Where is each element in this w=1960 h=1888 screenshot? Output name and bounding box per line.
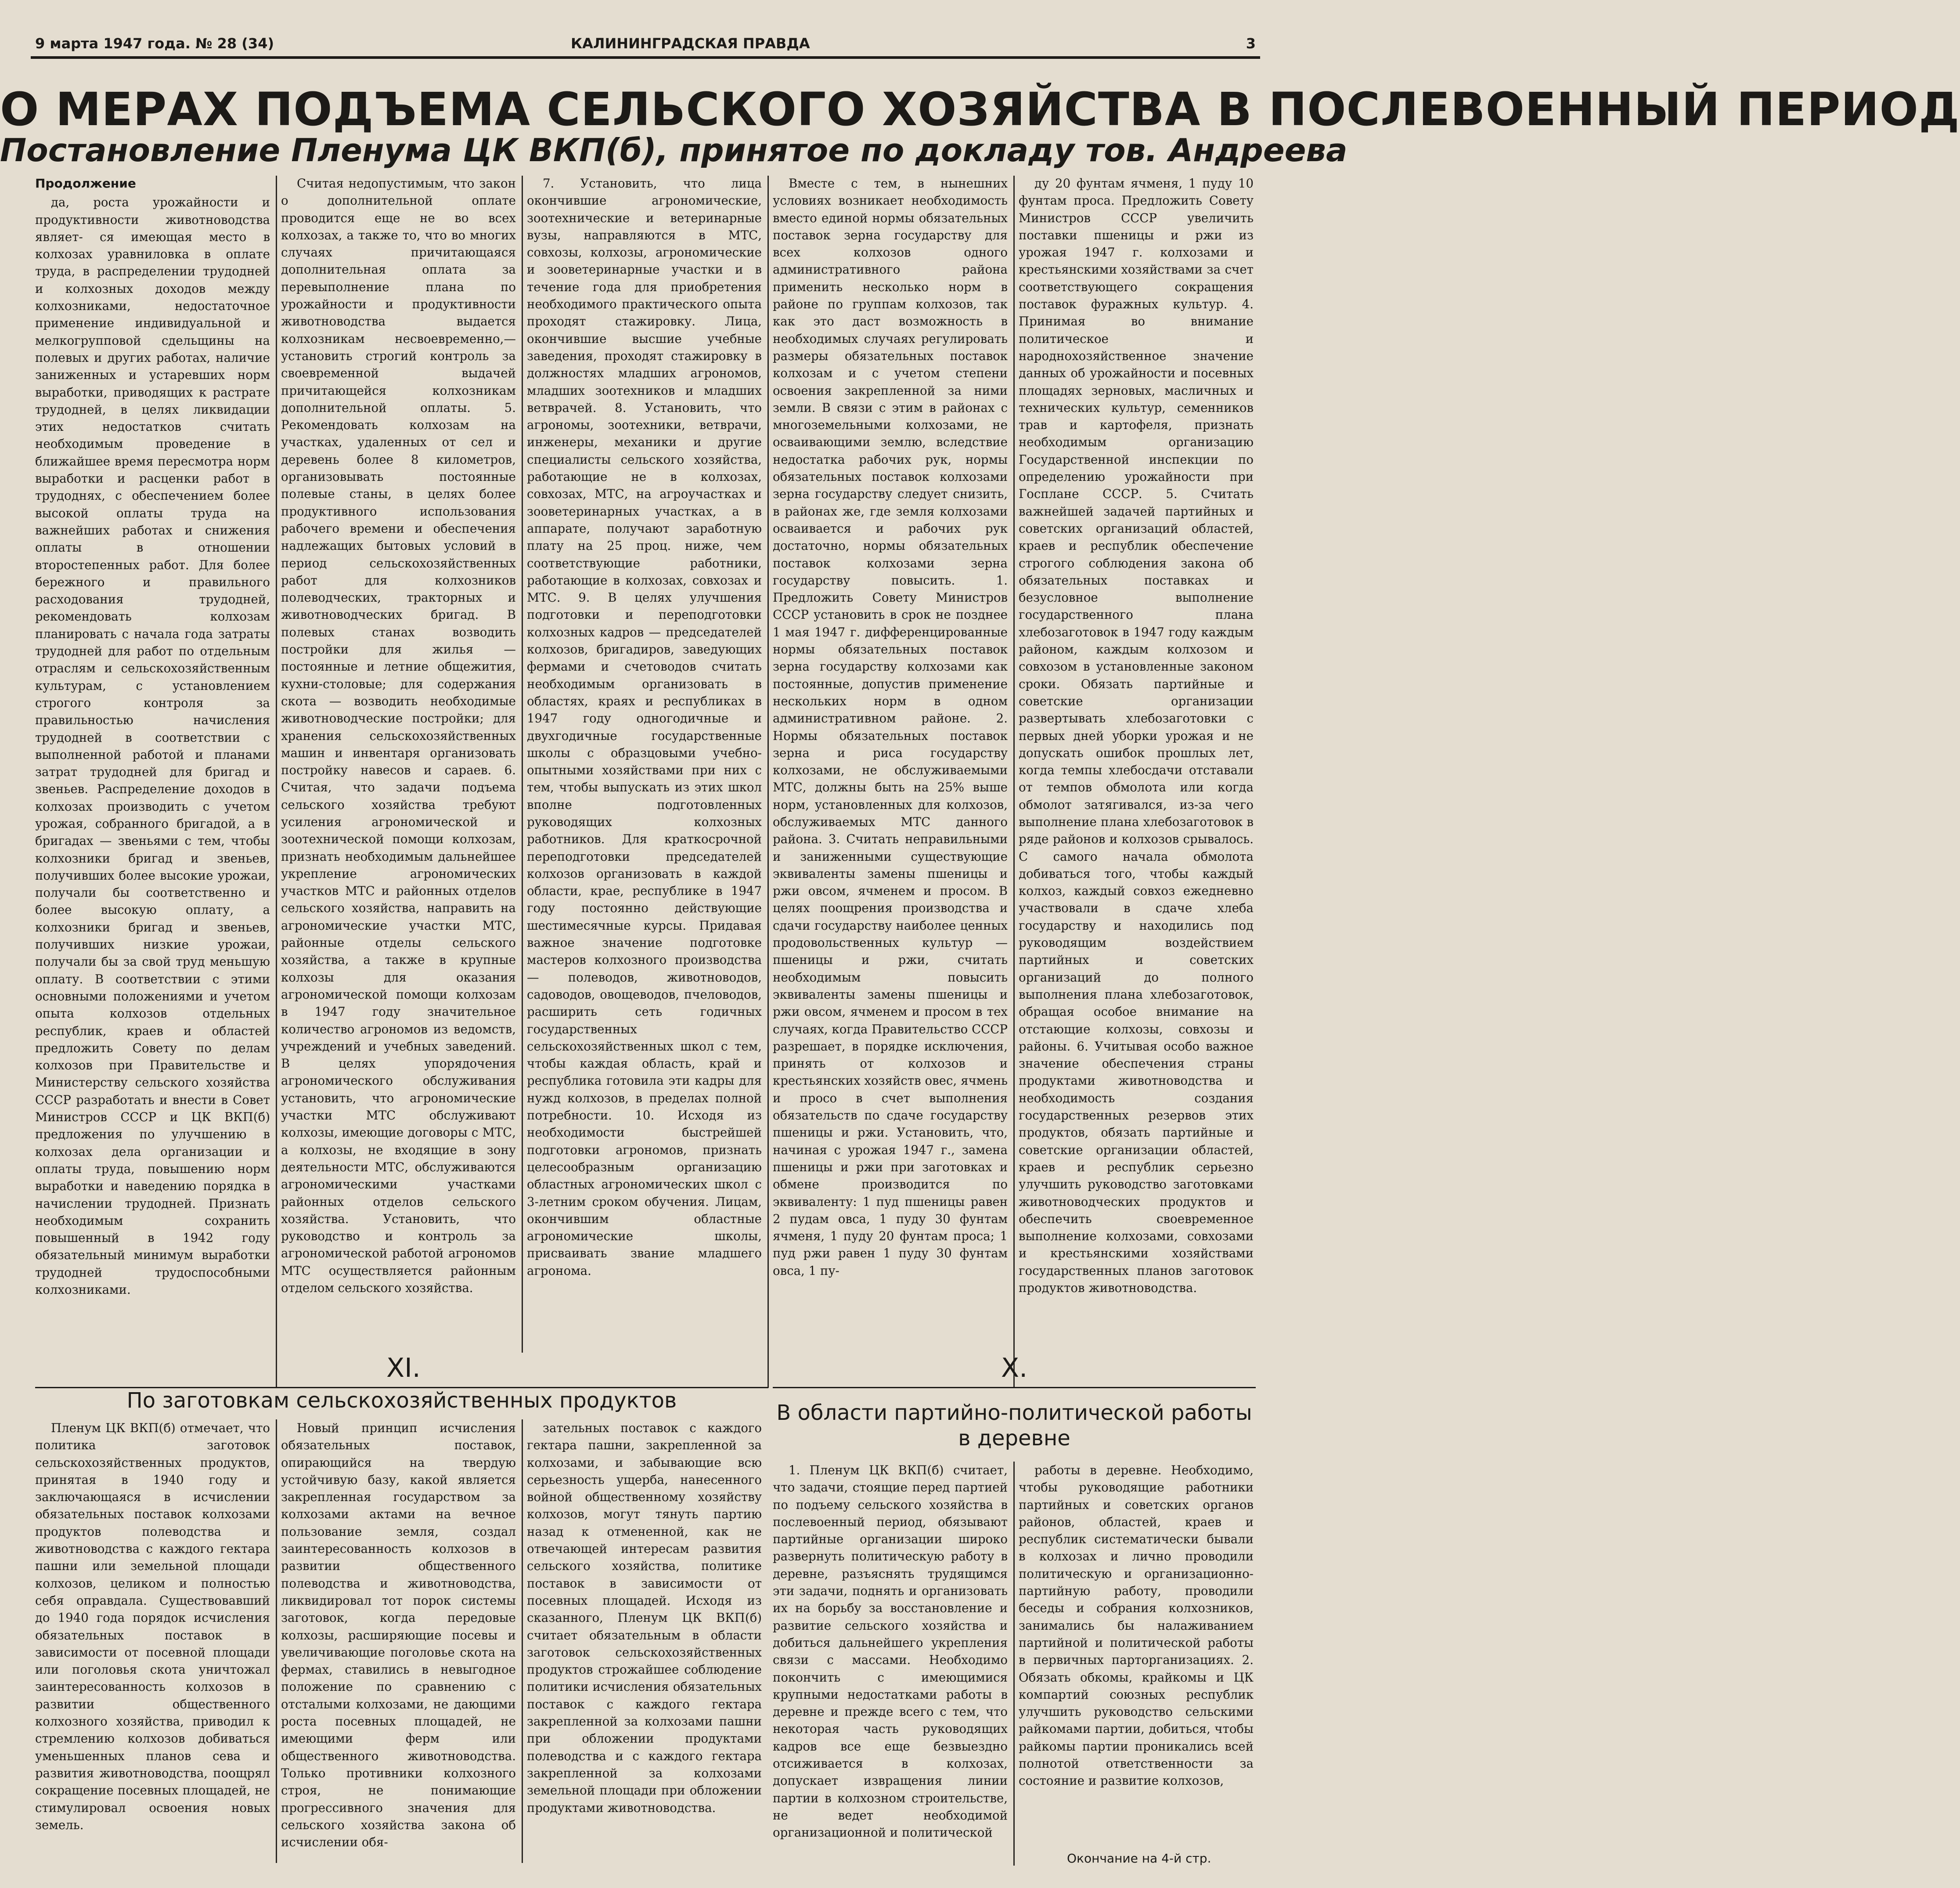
page-number: 3: [1246, 35, 1256, 52]
masthead-rule: [31, 56, 1260, 59]
column-text: 7. Установить, что лица окончившие агрономические, зоотехнические и ветеринарные вузы, направляются в МТС, совхозы, колхозы, агрономические и зооветеринарные участки и в течение года для приобретения необходимого практического опыта проходят стажировку. Лица, окончившие высшие учебные заведения, проходят стажировку в должностях младших агрономов, младших зоотехников и младших ветврачей. 8. Установить, что агрономы, зоотехники, ветврачи, инженеры, механики и другие специалисты сельского хозяйства, работающие не в колхозах, совхозах, МТС, на агроучастках и зооветеринарных участках, а в аппарате, получают заработную плату на 25 проц. ниже, чем соответствующие работники, работающие в колхозах, совхозах и МТС. 9. В целях улучшения подготовки и переподготовки колхозных кадров — председателей колхозов, бригадиров, заведующих фермами и счетоводов считать необходимым организовать в областях, краях и республиках в 1947 году одногодичные и двухгодичные государственные школы с образцовыми учебно-опытными хозяйствами при них с тем, чтобы выпускать из этих школ вполне подготовленных руководящих колхозных работников. Для краткосрочной переподготовки председателей колхозов организовать в каждой области, крае, республике в 1947 году постоянно действующие шестимесячные курсы. Придавая важное значение подготовке мастеров колхозного производства — полеводов, животноводов, садоводов, овощеводов, пчеловодов, расширить сеть годичных государственных сельскохозяйственных школ с тем, чтобы каждая область, край и республика готовила эти кадры для нужд колхозов, в пределах полной потребности. 10. Исходя из необходимости быстрейшей подготовки агрономов, признать целесообразным организацию областных агрономических школ с 3-летним сроком обучения. Лицам, окончившим областные агрономические школы, присваивать звание младшего агронома.: [527, 176, 762, 1278]
section-x-title: В области партийно-политической работы в деревне: [776, 1401, 1252, 1451]
column-divider: [276, 1419, 277, 1863]
column-text: 1. Пленум ЦК ВКП(б) считает, что задачи, стоящие перед партией по подъему сельского хозяйства в послевоенный период, обязывают партийные организации широко развернуть политическую работу в деревне, разъяснять трудящимся эти задачи, поднять и организовать их на борьбу за восстановление и развитие сельского хозяйства и добиться дальнейшего укрепления связи с массами. Необходимо покончить с имеющимися крупными недостатками работы в деревне и прежде всего с тем, что некоторая часть руководящих кадров все еще безвыездно отсиживается в колхозах, допускает извращения линии партии в колхозном строительстве, не ведет необходимой организационной и политической: [773, 1463, 1008, 1840]
column-text: да, роста урожайности и продуктивности животноводства являет- ся имеющая место в колхозах уравниловка в оплате труда, в распределении трудодней и колхозных доходов между колхозниками, недостаточное применение индивидуальной и мелкогрупповой сдельщины на полевых и других работах, наличие заниженных и устаревших норм выработки, приводящих к растрате трудодней, в целях ликвидации этих недостатков считать необходимым проведение в ближайшее время пересмотра норм выработки и расценки работ в трудоднях, с обеспечением более высокой оплаты труда на важнейших работах и снижения оплаты в отношении второстепенных работ. Для более бережного и правильного расходования трудодней, рекомендовать колхозам планировать с начала года затраты трудодней для работ по отдельным отраслям и сельскохозяйственным культурам, с установлением строгого контроля за правильностью начисления трудодней в соответствии с выполненной работой и планами затрат трудодней для бригад и звеньев. Распределение доходов в колхозах производить с учетом урожая, собранного бригадой, а в бригадах — звеньями с тем, чтобы колхозники бригад и звеньев, получивших более высокие урожаи, получали бы соответственно и более высокую оплату, а колхозники бригад и звеньев, получивших низкие урожаи, получали бы за свой труд меньшую оплату. В соответствии с этими основными положениями и учетом опыта колхозов отдельных республик, краев и областей предложить Совету по делам колхозов при Правительстве и Министерству сельского хозяйства СССР разработать и внести в Совет Министров СССР и ЦК ВКП(б) предложения по улучшению в колхозах дела организации и оплаты труда, повышению норм выработки и наведению порядка в начислении трудодней. Признать необходимым сохранить повышенный в 1942 году обязательный минимум выработки трудодней трудоспособными колхозниками.: [35, 195, 270, 1297]
section-xi-number: XI.: [386, 1353, 421, 1383]
upper-column-4: [773, 175, 1008, 1383]
column-text: работы в деревне. Необходимо, чтобы руководящие работники партийных и советских органов районов, областей, краев и республик систематически бывали в колхозах и лично проводили политическую и организационно-партийную работу, проводили беседы и собрания колхозников, занимались бы налаживанием партийной и политической работы в первичных парторганизациях. 2. Обязать обкомы, крайкомы и ЦК компартий союзных республик улучшить руководство сельскими райкомами партии, добиться, чтобы райкомы партии проникались всей полнотой ответственности за состояние и развитие колхозов,: [1019, 1463, 1254, 1788]
upper-column-2: [281, 175, 516, 1361]
column-divider: [522, 176, 523, 1353]
section-x-column-2: [1019, 1462, 1254, 1839]
issue-date: 9 марта 1947 года. № 28 (34): [35, 35, 274, 52]
column-divider: [1013, 1462, 1015, 1866]
upper-column-5: [1019, 175, 1254, 1383]
section-xi-column-2: [281, 1419, 516, 1863]
column-text: Вместе с тем, в нынешних условиях возникает необходимость вместо единой нормы обязательных поставок зерна государству для всех колхозов одного административного района применить несколько норм в районе по группам колхозов, так как это даст возможность в необходимых случаях регулировать размеры обязательных поставок колхозам и с учетом степени освоения закрепленной за ними земли. В связи с этим в районах с многоземельными колхозами, не осваивающими землю, вследствие недостатка рабочих рук, нормы обязательных поставок колхозами зерна государству следует снизить, в районах же, где земля колхозами осваивается и рабочих рук достаточно, нормы обязательных поставок колхозами зерна государству повысить. 1. Предложить Совету Министров СССР установить в срок не позднее 1 мая 1947 г. дифференцированные нормы обязательных поставок зерна государству колхозами как постоянные, допустив применение нескольких норм в одном административном районе. 2. Нормы обязательных поставок зерна и риса государству колхозами, не обслуживаемыми МТС, должны быть на 25% выше норм, установленных для колхозов, обслуживаемых МТС данного района. 3. Считать неправильными и заниженными существующие эквиваленты замены пшеницы и ржи овсом, ячменем и просом. В целях поощрения производства и сдачи государству наиболее ценных продовольственных культур — пшеницы и ржи, считать необходимым повысить эквиваленты замены пшеницы и ржи овсом, ячменем и просом в тех случаях, когда Правительство СССР разрешает, в порядке исключения, принять от колхозов и крестьянских хозяйств овес, ячмень и просо в счет выполнения обязательств по сдаче государству пшеницы и ржи. Установить, что, начиная с урожая 1947 г., замена пшеницы и ржи при заготовках и обмене производится по эквиваленту: 1 пуд пшеницы равен 2 пудам овса, 1 пуду 30 фунтам ячменя, 1 пуду 20 фунтам проса; 1 пуд ржи равен 1 пуду 30 фунтам овса, 1 пу-: [773, 176, 1008, 1278]
column-text: ду 20 фунтам ячменя, 1 пуду 10 фунтам проса. Предложить Совету Министров СССР увеличить поставки пшеницы и ржи из урожая 1947 г. колхозами и крестьянскими хозяйствами за счет соответствующего сокращения поставок фуражных культур. 4. Принимая во внимание политическое и народнохозяйственное значение данных об урожайности и посевных площадях зерновых, масличных и технических культур, семенников трав и картофеля, признать необходимым организацию Государственной инспекции по определению урожайности при Госплане СССР. 5. Считать важнейшей задачей партийных и советских организаций областей, краев и республик обеспечение строгого соблюдения закона об обязательных поставках и безусловное выполнение государственного плана хлебозаготовок в 1947 году каждым районом, каждым колхозом и совхозом в установленные законом сроки. Обязать партийные и советские организации развертывать хлебозаготовки с первых дней уборки урожая и не допускать ошибок прошлых лет, когда темпы хлебосдачи отставали от темпов обмолота или когда обмолот затягивался, из-за чего выполнение плана хлебозаготовок в ряде районов и колхозов срывалось. С самого начала обмолота добиваться того, чтобы каждый колхоз, каждый совхоз ежедневно участвовали в сдаче хлеба государству и находились под руководящим воздействием партийных и советских организаций до полного выполнения плана хлебозаготовок, обращая особое внимание на отстающие колхозы, совхозы и районы. 6. Учитывая особо важное значение обеспечения страны продуктами животноводства и необходимость создания государственных резервов этих продуктов, обязать партийные и советские организации областей, краев и республик серьезно улучшить руководство заготовками животноводческих продуктов и обеспечить своевременное выполнение колхозами, совхозами и крестьянскими хозяйствами государственных планов заготовок продуктов животноводства.: [1019, 176, 1254, 1295]
newspaper-name: КАЛИНИНГРАДСКАЯ ПРАВДА: [571, 35, 810, 52]
column-divider: [1013, 176, 1015, 1388]
upper-column-3: [527, 175, 762, 1361]
column-divider: [767, 176, 769, 1388]
continued-label: Продолжение: [35, 176, 136, 191]
column-divider: [276, 176, 277, 1388]
section-x-column-1: [773, 1462, 1008, 1866]
section-xi-column-3: [527, 1419, 762, 1863]
column-text: Новый принцип исчисления обязательных поставок, опирающийся на твердую устойчивую базу, какой является закрепленная государством за колхозами актами на вечное пользование земля, создал заинтересованность колхозов в развитии общественного полеводства и животноводства, ликвидировал тот порок системы заготовок, когда передовые колхозы, расширяющие посевы и увеличивающие поголовье скота на фермах, ставились в невыгодное положение по сравнению с отсталыми колхозами, не дающими роста посевных площадей, не имеющими ферм или общественного животноводства. Только противники колхозного строя, не понимающие прогрессивного значения для сельского хозяйства закона об исчислении обя-: [281, 1421, 516, 1850]
column-text: Пленум ЦК ВКП(б) отмечает, что политика заготовок сельскохозяйственных продуктов, принятая в 1940 году и заключающаяся в исчислении обязательных поставок колхозами продуктов полеводства и животноводства с каждого гектара пашни или земельной площади колхозов, целиком и полностью себя оправдала. Существовавший до 1940 года порядок исчисления обязательных поставок в зависимости от посевной площади или поголовья скота уничтожал заинтересованность колхозов в развитии общественного колхозного хозяйства, приводил к стремлению колхозов добиваться уменьшенных планов сева и развития животноводства, поощрял сокращение посевных площадей, не стимулировал освоения новых земель.: [35, 1421, 270, 1832]
masthead: [31, 35, 1260, 57]
continuation-note: Окончание на 4-й стр.: [1067, 1851, 1211, 1866]
headline: О МЕРАХ ПОДЪЕМА СЕЛЬСКОГО ХОЗЯЙСТВА В ПОСЛЕВОЕННЫЙ ПЕРИОД: [0, 83, 1960, 136]
column-text: Считая недопустимым, что закон о дополнительной оплате проводится еще не во всех колхозах, а также то, что во многих случаях причитающаяся дополнительная оплата за перевыполнение плана по урожайности и продуктивности животноводства выдается колхозникам несвоевременно,— установить строгий контроль за своевременной выдачей причитающейся колхозникам дополнительной оплаты. 5. Рекомендовать колхозам на участках, удаленных от сел и деревень более 8 километров, организовывать постоянные полевые станы, в целях более продуктивного использования рабочего времени и обеспечения надлежащих бытовых условий в период сельскохозяйственных работ для колхозников полеводческих, тракторных и животноводческих бригад. В полевых станах возводить постройки для жилья — постоянные и летние общежития, кухни-столовые; для содержания скота — возводить необходимые животноводческие постройки; для хранения сельскохозяйственных машин и инвентаря организовать постройку навесов и сараев. 6. Считая, что задачи подъема сельского хозяйства требуют усиления агрономической и зоотехнической помощи колхозам, признать необходимым дальнейшее укрепление агрономических участков МТС и районных отделов сельского хозяйства, направить на агрономические участки МТС, районные отделы сельского хозяйства, а также в крупные колхозы для оказания агрономической помощи колхозам в 1947 году значительное количество агрономов из ведомств, учреждений и учебных заведений. В целях упорядочения агрономического обслуживания установить, что агрономические участки МТС обслуживают колхозы, имеющие договоры с МТС, а колхозы, не входящие в зону деятельности МТС, обслуживаются агрономическими участками районных отделов сельского хозяйства. Установить, что руководство и контроль за агрономической работой агрономов МТС осуществляется районным отделом сельского хозяйства.: [281, 176, 516, 1295]
upper-column-1: [35, 175, 270, 1383]
section-x-number: X.: [1001, 1353, 1028, 1383]
column-text: зательных поставок с каждого гектара пашни, закрепленной за колхозами, и забывающие всю серьезность ущерба, нанесенного войной общественному хозяйству колхозов, могут тянуть партию назад к отмененной, как не отвечающей интересам развития сельского хозяйства, политике поставок в зависимости от посевных площадей. Исходя из сказанного, Пленум ЦК ВКП(б) считает обязательным в области заготовок сельскохозяйственных продуктов строжайшее соблюдение политики исчисления обязательных поставок с каждого гектара закрепленной за колхозами пашни при обложении продуктами полеводства и с каждого гектара закрепленной за колхозами земельной площади при обложении продуктами животноводства.: [527, 1421, 762, 1815]
section-rule: [773, 1387, 1256, 1388]
subheadline: Постановление Пленума ЦК ВКП(б), принятое по докладу тов. Андреева: [0, 132, 1348, 169]
section-xi-column-1: [35, 1419, 270, 1863]
section-xi-title: По заготовкам сельскохозяйственных продуктов: [126, 1388, 677, 1413]
column-divider: [522, 1419, 523, 1863]
